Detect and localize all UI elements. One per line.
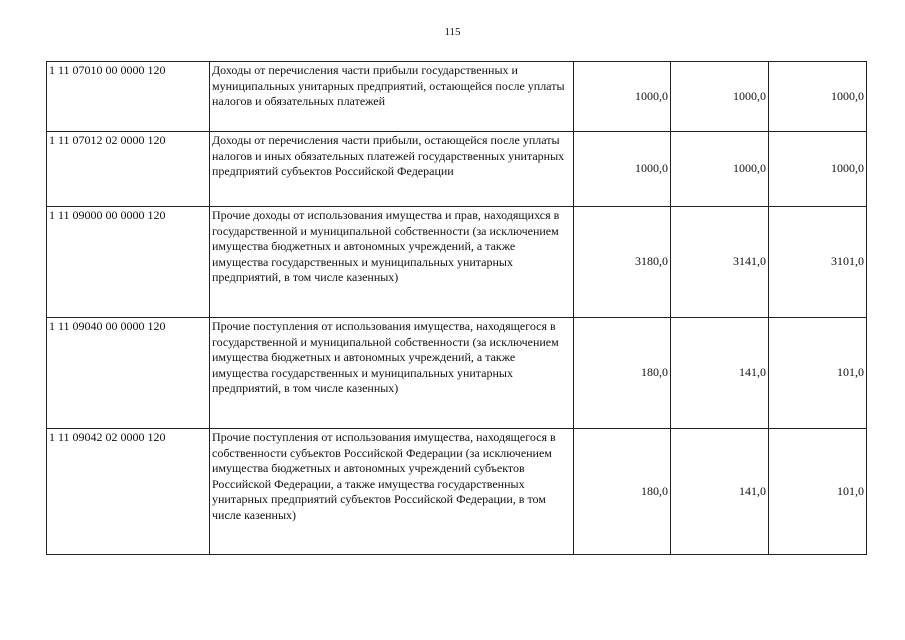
revenue-name: Доходы от перечисления части прибыли, остающейся после уплаты налогов и иных обязательных платежей государственных унитарных предприятий субъектов Российской Федерации xyxy=(210,132,574,207)
amount-year-2: 1000,0 xyxy=(671,132,769,207)
budget-revenue-table xyxy=(46,61,867,555)
revenue-name: Прочие поступления от использования имущества, находящегося в государственной и муниципальной собственности (за исключением имущества бюджетных и автономных учреждений, а также имущества государственных и муниципальных унитарных предприятий, в том числе казенных) xyxy=(210,318,574,429)
amount-year-3: 1000,0 xyxy=(769,62,867,132)
budget-code: 1 11 09000 00 0000 120 xyxy=(47,207,210,318)
revenue-name: Доходы от перечисления части прибыли государственных и муниципальных унитарных предприятий, остающейся после уплаты налогов и обязательных платежей xyxy=(210,62,574,132)
amount-year-1: 1000,0 xyxy=(574,132,671,207)
revenue-name: Прочие поступления от использования имущества, находящегося в собственности субъектов Российской Федерации (за исключением имущества бюджетных и автономных учреждений субъектов Российской Федерации, а также имущества государственных унитарных предприятий субъектов Российской Федерации, в том числе казенных) xyxy=(210,429,574,555)
amount-year-1: 3180,0 xyxy=(574,207,671,318)
amount-year-1: 1000,0 xyxy=(574,62,671,132)
budget-code: 1 11 07010 00 0000 120 xyxy=(47,62,210,132)
amount-year-2: 141,0 xyxy=(671,318,769,429)
page-number: 115 xyxy=(444,26,461,38)
budget-code: 1 11 09040 00 0000 120 xyxy=(47,318,210,429)
budget-code: 1 11 09042 02 0000 120 xyxy=(47,429,210,555)
revenue-name: Прочие доходы от использования имущества и прав, находящихся в государственной и муниципальной собственности (за исключением имущества бюджетных и автономных учреждений, а также имущества государственных и муниципальных унитарных предприятий, в том числе казенных) xyxy=(210,207,574,318)
amount-year-1: 180,0 xyxy=(574,318,671,429)
budget-code: 1 11 07012 02 0000 120 xyxy=(47,132,210,207)
table-row xyxy=(47,132,867,207)
amount-year-3: 101,0 xyxy=(769,318,867,429)
amount-year-2: 141,0 xyxy=(671,429,769,555)
table-row xyxy=(47,62,867,132)
amount-year-2: 3141,0 xyxy=(671,207,769,318)
table-row xyxy=(47,207,867,318)
table-row xyxy=(47,318,867,429)
amount-year-3: 101,0 xyxy=(769,429,867,555)
amount-year-2: 1000,0 xyxy=(671,62,769,132)
amount-year-3: 1000,0 xyxy=(769,132,867,207)
amount-year-3: 3101,0 xyxy=(769,207,867,318)
table-row xyxy=(47,429,867,555)
amount-year-1: 180,0 xyxy=(574,429,671,555)
